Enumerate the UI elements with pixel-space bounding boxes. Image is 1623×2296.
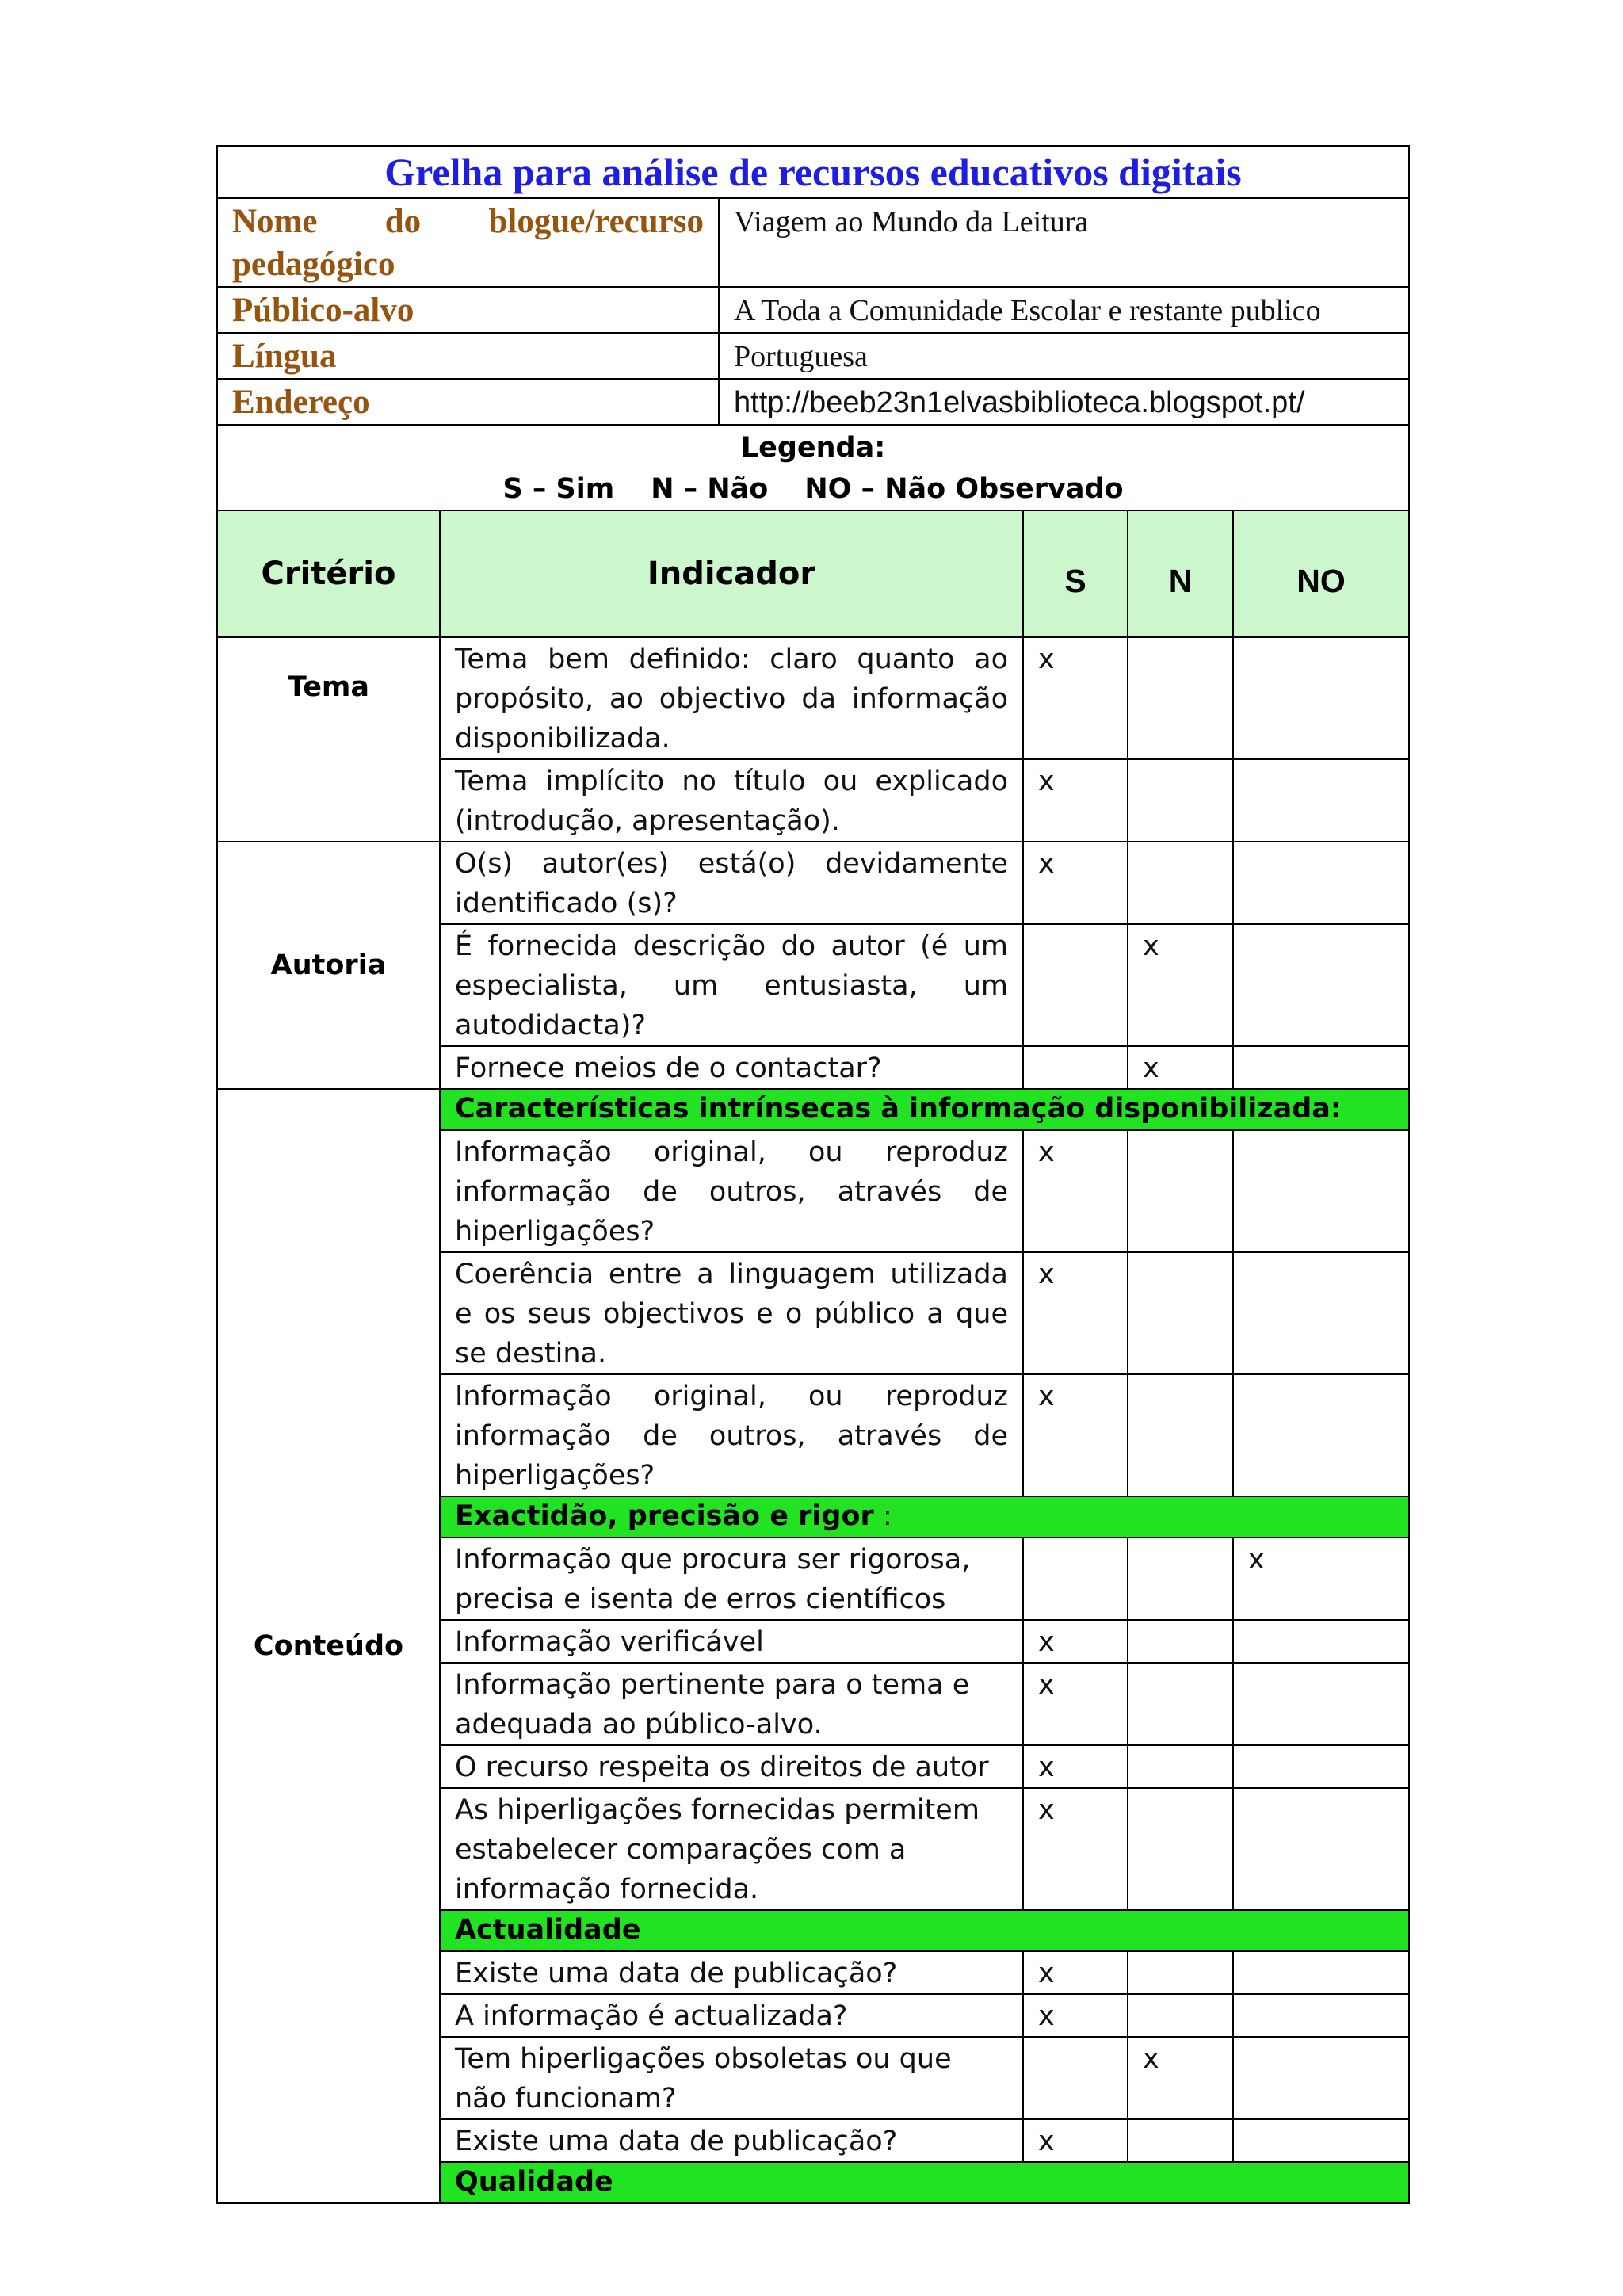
mark-no [1233,1994,1409,2037]
mark-no [1233,1252,1409,1374]
indicator-text: As hiperligações fornecidas permitem estabelecer comparações com a informação fornecida. [440,1788,1023,1910]
legend-s: S – Sim [502,473,615,505]
info-label-audience: Público-alvo [217,287,719,333]
evaluation-document [216,145,1408,2204]
mark-n [1128,1252,1233,1374]
mark-n [1128,842,1233,924]
info-value-name: Viagem ao Mundo da Leitura [719,198,1409,287]
mark-n [1128,1994,1233,2037]
mark-n [1128,1951,1233,1994]
section-currency: Actualidade [440,1910,1409,1951]
criterion-conteudo: Conteúdo [217,1089,440,2203]
mark-n [1128,1620,1233,1663]
table-row [217,842,1409,924]
mark-n [1128,1663,1233,1745]
indicator-text: Informação pertinente para o tema e adequada ao público-alvo. [440,1663,1023,1745]
mark-s: x [1023,1374,1128,1496]
mark-no [1233,1788,1409,1910]
section-accuracy [440,1496,1409,1538]
criteria-table [216,510,1410,2204]
mark-s: x [1023,1745,1128,1788]
mark-no [1233,1046,1409,1089]
mark-no [1233,637,1409,759]
mark-no [1233,1951,1409,1994]
info-label-language: Língua [217,333,719,379]
indicator-text: O recurso respeita os direitos de autor [440,1745,1023,1788]
mark-s: x [1023,759,1128,842]
mark-no [1233,1130,1409,1252]
mark-no [1233,759,1409,842]
document-title: Grelha para análise de recursos educativos digitais [217,146,1409,198]
legend-row [217,425,1409,510]
section-row [217,1089,1409,1130]
indicator-text: A informação é actualizada? [440,1994,1023,2037]
mark-no: x [1233,1538,1409,1620]
indicator-text: É fornecida descrição do autor (é um especialista, um entusiasta, um autodidacta)? [440,924,1023,1046]
mark-n [1128,2119,1233,2162]
legend [217,425,1409,510]
column-header-row [217,510,1409,637]
section-quality: Qualidade [440,2162,1409,2203]
mark-s: x [1023,1620,1128,1663]
mark-s [1023,1538,1128,1620]
mark-s: x [1023,1951,1128,1994]
mark-s [1023,924,1128,1046]
mark-no [1233,842,1409,924]
mark-s: x [1023,1788,1128,1910]
criterion-tema: Tema [217,637,440,842]
mark-n [1128,1538,1233,1620]
mark-n [1128,1788,1233,1910]
info-row-language [217,333,1409,379]
mark-no [1233,2119,1409,2162]
info-row-address [217,379,1409,425]
mark-s [1023,2037,1128,2119]
mark-no [1233,1663,1409,1745]
table-row [217,637,1409,759]
mark-s: x [1023,1130,1128,1252]
col-no: NO [1233,510,1409,637]
mark-n: x [1128,924,1233,1046]
mark-s: x [1023,1663,1128,1745]
info-value-language: Portuguesa [719,333,1409,379]
indicator-text: Existe uma data de publicação? [440,1951,1023,1994]
info-table [216,145,1410,511]
indicator-text: Informação que procura ser rigorosa, precisa e isenta de erros científicos [440,1538,1023,1620]
mark-no [1233,1374,1409,1496]
indicator-text: Tema bem definido: claro quanto ao propósito, ao objectivo da informação disponibilizada. [440,637,1023,759]
section-accuracy-suffix: : [873,1500,892,1532]
info-row-name [217,198,1409,287]
mark-n [1128,759,1233,842]
col-indicador: Indicador [440,510,1023,637]
mark-n: x [1128,1046,1233,1089]
indicator-text: O(s) autor(es) está(o) devidamente identificado (s)? [440,842,1023,924]
indicator-text: Tem hiperligações obsoletas ou que não funcionam? [440,2037,1023,2119]
mark-n [1128,1130,1233,1252]
mark-n: x [1128,2037,1233,2119]
mark-s: x [1023,2119,1128,2162]
col-criterio: Critério [217,510,440,637]
mark-no [1233,924,1409,1046]
mark-s: x [1023,842,1128,924]
col-n: N [1128,510,1233,637]
mark-s [1023,1046,1128,1089]
title-row [217,146,1409,198]
mark-no [1233,1620,1409,1663]
indicator-text: Informação verificável [440,1620,1023,1663]
info-label-name: Nome do blogue/recurso pedagógico [217,198,719,287]
section-accuracy-label: Exactidão, precisão e rigor [455,1500,874,1532]
indicator-text: Informação original, ou reproduz informação de outros, através de hiperligações? [440,1130,1023,1252]
mark-s: x [1023,1252,1128,1374]
info-row-audience [217,287,1409,333]
indicator-text: Coerência entre a linguagem utilizada e os seus objectivos e o público a que se destina. [440,1252,1023,1374]
legend-no: NO – Não Observado [804,473,1124,505]
mark-s: x [1023,637,1128,759]
section-characteristics: Características intrínsecas à informação disponibilizada: [440,1089,1409,1130]
legend-items [218,468,1408,510]
indicator-text: Tema implícito no título ou explicado (introdução, apresentação). [440,759,1023,842]
indicator-text: Informação original, ou reproduz informação de outros, através de hiperligações? [440,1374,1023,1496]
criterion-autoria: Autoria [217,842,440,1089]
info-label-address: Endereço [217,379,719,425]
info-value-audience: A Toda a Comunidade Escolar e restante publico [719,287,1409,333]
info-value-address[interactable]: http://beeb23n1elvasbiblioteca.blogspot.pt/ [719,379,1409,425]
legend-heading: Legenda: [740,432,886,464]
mark-s: x [1023,1994,1128,2037]
mark-n [1128,1374,1233,1496]
mark-no [1233,1745,1409,1788]
mark-n [1128,1745,1233,1788]
col-s: S [1023,510,1128,637]
mark-n [1128,637,1233,759]
mark-no [1233,2037,1409,2119]
indicator-text: Fornece meios de o contactar? [440,1046,1023,1089]
indicator-text: Existe uma data de publicação? [440,2119,1023,2162]
legend-n: N – Não [651,473,769,505]
